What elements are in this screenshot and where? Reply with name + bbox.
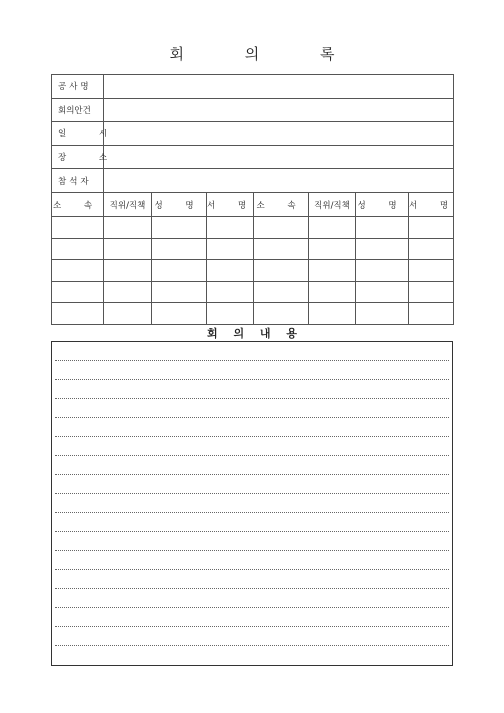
datetime-row bbox=[52, 122, 454, 146]
attendee-row bbox=[52, 260, 454, 282]
header-name: 성 명 bbox=[152, 192, 207, 217]
attendee-cell[interactable] bbox=[207, 303, 254, 325]
attendee-cell[interactable] bbox=[309, 260, 356, 282]
header-position: 직위/직책 bbox=[104, 192, 152, 217]
attendees-field[interactable] bbox=[104, 169, 454, 193]
attendee-cell[interactable] bbox=[254, 281, 309, 303]
attendee-cell[interactable] bbox=[207, 281, 254, 303]
meeting-info-table bbox=[51, 74, 459, 325]
header-signature-2: 서 명 bbox=[409, 192, 454, 217]
attendee-row bbox=[52, 238, 454, 260]
datetime-field[interactable] bbox=[104, 122, 454, 146]
attendee-cell[interactable] bbox=[309, 303, 356, 325]
ruled-line bbox=[55, 550, 449, 551]
header-affiliation-2: 소 속 bbox=[254, 192, 309, 217]
ruled-line bbox=[55, 417, 449, 418]
header-position-2: 직위/직책 bbox=[309, 192, 356, 217]
attendees-row bbox=[52, 169, 454, 193]
attendee-cell[interactable] bbox=[356, 303, 409, 325]
attendee-cell[interactable] bbox=[309, 217, 356, 239]
attendee-cell[interactable] bbox=[152, 281, 207, 303]
agenda-field[interactable] bbox=[104, 98, 454, 122]
attendee-row bbox=[52, 217, 454, 239]
agenda-row bbox=[52, 98, 454, 122]
agenda-label: 회의안건 bbox=[52, 98, 104, 122]
ruled-line bbox=[55, 398, 449, 399]
attendee-cell[interactable] bbox=[254, 238, 309, 260]
header-name-2: 성 명 bbox=[356, 192, 409, 217]
attendee-cell[interactable] bbox=[52, 303, 104, 325]
ruled-line bbox=[55, 360, 449, 361]
header-signature: 서 명 bbox=[207, 192, 254, 217]
company-label: 공사명 bbox=[52, 75, 104, 99]
attendee-cell[interactable] bbox=[254, 260, 309, 282]
attendee-cell[interactable] bbox=[409, 238, 454, 260]
attendee-cell[interactable] bbox=[52, 260, 104, 282]
attendee-row bbox=[52, 303, 454, 325]
ruled-line bbox=[55, 626, 449, 627]
attendee-cell[interactable] bbox=[207, 238, 254, 260]
ruled-line bbox=[55, 531, 449, 532]
attendee-cell[interactable] bbox=[52, 281, 104, 303]
attendee-cell[interactable] bbox=[104, 217, 152, 239]
ruled-line bbox=[55, 607, 449, 608]
attendee-cell[interactable] bbox=[52, 217, 104, 239]
meeting-content-title: 회 의 내 용 bbox=[207, 327, 303, 340]
attendee-cell[interactable] bbox=[409, 260, 454, 282]
attendee-cell[interactable] bbox=[409, 217, 454, 239]
ruled-line bbox=[55, 493, 449, 494]
attendee-cell[interactable] bbox=[309, 238, 356, 260]
attendee-cell[interactable] bbox=[207, 260, 254, 282]
attendee-cell[interactable] bbox=[104, 260, 152, 282]
ruled-line bbox=[55, 512, 449, 513]
attendee-cell[interactable] bbox=[104, 281, 152, 303]
attendee-cell[interactable] bbox=[356, 260, 409, 282]
ruled-line bbox=[55, 645, 449, 646]
attendee-cell[interactable] bbox=[152, 238, 207, 260]
meeting-content-area[interactable] bbox=[51, 341, 453, 666]
ruled-line bbox=[55, 436, 449, 437]
attendee-cell[interactable] bbox=[52, 238, 104, 260]
attendee-cell[interactable] bbox=[152, 303, 207, 325]
place-row bbox=[52, 145, 454, 169]
attendee-cell[interactable] bbox=[409, 303, 454, 325]
attendee-cell[interactable] bbox=[104, 303, 152, 325]
attendee-cell[interactable] bbox=[309, 281, 356, 303]
attendee-cell[interactable] bbox=[409, 281, 454, 303]
attendee-cell[interactable] bbox=[152, 217, 207, 239]
attendees-label: 참석자 bbox=[52, 169, 104, 193]
place-label: 장 소 bbox=[52, 145, 104, 169]
company-row bbox=[52, 75, 454, 99]
attendee-header-row bbox=[52, 192, 454, 217]
ruled-line bbox=[55, 455, 449, 456]
datetime-label: 일 시 bbox=[52, 122, 104, 146]
document-title: 회 의 록 bbox=[169, 45, 363, 63]
place-field[interactable] bbox=[104, 145, 454, 169]
attendee-cell[interactable] bbox=[254, 303, 309, 325]
ruled-line bbox=[55, 379, 449, 380]
attendee-cell[interactable] bbox=[152, 260, 207, 282]
header-affiliation: 소 속 bbox=[52, 192, 104, 217]
attendee-cell[interactable] bbox=[356, 281, 409, 303]
attendee-cell[interactable] bbox=[254, 217, 309, 239]
attendee-cell[interactable] bbox=[104, 238, 152, 260]
ruled-line bbox=[55, 569, 449, 570]
ruled-line bbox=[55, 588, 449, 589]
company-field[interactable] bbox=[104, 75, 454, 99]
ruled-line bbox=[55, 474, 449, 475]
attendee-cell[interactable] bbox=[356, 217, 409, 239]
attendee-cell[interactable] bbox=[356, 238, 409, 260]
attendee-rows bbox=[52, 217, 454, 325]
attendee-row bbox=[52, 281, 454, 303]
attendee-cell[interactable] bbox=[207, 217, 254, 239]
